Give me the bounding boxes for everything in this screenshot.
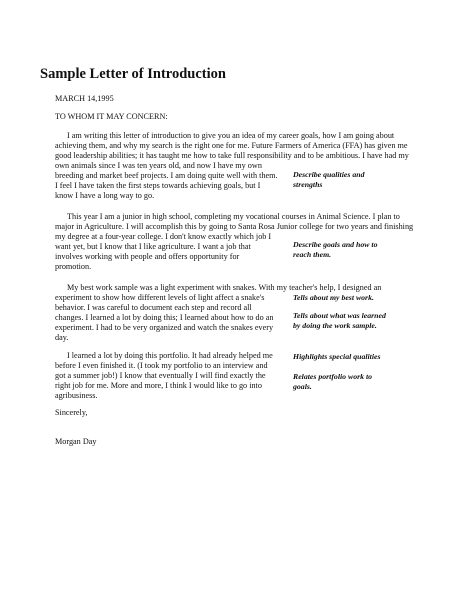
note-line: Describe goals and how to bbox=[293, 240, 378, 249]
paragraph-line: good leadership abilities; it has taught me how to take full responsibility and to be ambitious. I have had my bbox=[55, 151, 409, 160]
signature-name: Morgan Day bbox=[55, 437, 97, 446]
paragraph-line: breeding and market beef projects. I am doing quite well with them. bbox=[55, 171, 278, 180]
margin-note-best-work: Tells about my best work. bbox=[293, 293, 374, 302]
paragraph-line: I feel I have taken the first steps towards achieving goals, but I bbox=[55, 181, 261, 190]
letter-date: MARCH 14,1995 bbox=[55, 94, 114, 103]
paragraph-line: major in Agriculture. I will accomplish this by going to Santa Rosa Junior college for two years and finishing bbox=[55, 222, 414, 231]
paragraph-line: I am writing this letter of introduction to give you an idea of my career goals, how I am going about bbox=[67, 131, 395, 140]
salutation: TO WHOM IT MAY CONCERN: bbox=[55, 112, 168, 121]
margin-note-special-qualities: Highlights special qualities bbox=[293, 352, 381, 361]
note-line: Relates portfolio work to bbox=[293, 372, 373, 381]
paragraph-line: right job for me. More and more, I think I would like to go into bbox=[55, 381, 262, 390]
paragraph-line: experiment. I had to be very organized and watch the snakes every bbox=[55, 323, 274, 332]
paragraph-line: changes. I learned a lot by doing this; I learned about how to do an bbox=[55, 313, 274, 322]
note-line: reach them. bbox=[293, 250, 332, 259]
paragraph-line: want yet, but I know that I like agriculture. I want a job that bbox=[55, 242, 251, 251]
paragraph-line: I learned a lot by doing this portfolio. It had already helped me bbox=[67, 351, 273, 360]
page-title: Sample Letter of Introduction bbox=[40, 66, 226, 82]
note-line: goals. bbox=[293, 382, 312, 391]
paragraph-line: know I have a long way to go. bbox=[55, 191, 155, 200]
note-line: strengths bbox=[293, 180, 323, 189]
paragraph-line: own animals since I was ten years old, and now I have my own bbox=[55, 161, 262, 170]
paragraph-line: behavior. I was careful to document each step and record all bbox=[55, 303, 252, 312]
paragraph-line: before I even finished it. (I took my portfolio to an interview and bbox=[55, 361, 268, 370]
paragraph-line: achieving them, and why my search is the right one for me. Future Farmers of America (FFA) has given me bbox=[55, 141, 408, 150]
paragraph-line: promotion. bbox=[55, 262, 92, 271]
paragraph-line: My best work sample was a light experiment with snakes. With my teacher's help, I designed an bbox=[67, 283, 382, 292]
note-line: by doing the work sample. bbox=[293, 321, 377, 330]
paragraph-line: got a summer job!) I know that eventually I will find exactly the bbox=[55, 371, 266, 380]
paragraph-line: agribusiness. bbox=[55, 391, 98, 400]
closing: Sincerely, bbox=[55, 408, 88, 417]
note-line: Describe qualities and bbox=[293, 170, 365, 179]
paragraph-line: day. bbox=[55, 333, 69, 342]
paragraph-line: involves working with people and offers opportunity for bbox=[55, 252, 240, 261]
paragraph-line: This year I am a junior in high school, completing my vocational courses in Animal Science. I plan to bbox=[67, 212, 400, 221]
note-line: Tells about what was learned bbox=[293, 311, 386, 320]
paragraph-line: experiment to show how different levels of light affect a snake's bbox=[55, 293, 265, 302]
paragraph-line: my degree at a four-year college. I don't know exactly which job I bbox=[55, 232, 272, 241]
